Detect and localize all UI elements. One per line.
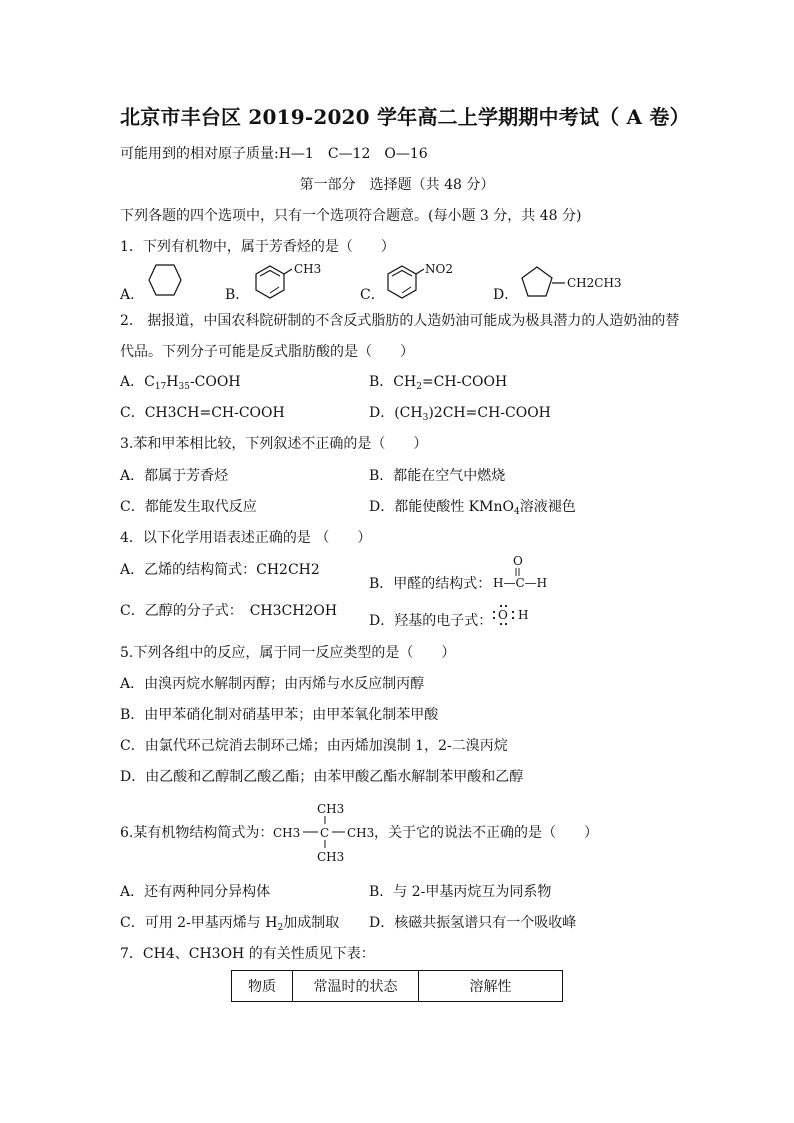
formaldehyde-structure bbox=[493, 554, 548, 592]
ethylcyclopentane-structure bbox=[521, 266, 621, 302]
q5-stem: 5.下列各组中的反应，属于同一反应类型的是（ ） bbox=[120, 645, 456, 661]
hydroxyl-oxygen: O bbox=[498, 608, 508, 622]
q2-line1: 2． 据报道，中国农科院研制的不含反式脂肪的人造奶油可能成为极具潜力的人造奶油的替 bbox=[120, 313, 680, 329]
q6-stem-prefix: 6.某有机物结构简式为： bbox=[120, 825, 274, 841]
neopentane-ch3-right: CH3 bbox=[347, 826, 375, 840]
q2-option-c: C．CH3CH=CH-COOH bbox=[120, 405, 285, 421]
neopentane-structure bbox=[273, 797, 383, 867]
atomic-masses: 可能用到的相对原子质量:H—1 C—12 O—16 bbox=[120, 146, 428, 162]
q4-stem: 4．以下化学用语表述正确的是 （ ） bbox=[120, 530, 372, 546]
part1-heading: 第一部分 选择题（共 48 分） bbox=[299, 177, 495, 193]
q5-option-a: A．由溴丙烷水解制丙醇；由丙烯与水反应制丙醇 bbox=[120, 676, 425, 692]
q1-option-a: A． bbox=[120, 287, 145, 303]
header-state: 常温时的状态 bbox=[293, 971, 419, 1002]
q6-option-c: C．可用 2-甲基丙烯与 $H_2$加成制取 bbox=[120, 915, 340, 933]
q6-option-a: A．还有两种同分异构体 bbox=[120, 884, 271, 900]
neopentane-center-carbon: C bbox=[320, 826, 330, 840]
ethyl-group: CH2CH3 bbox=[567, 276, 622, 290]
q4-option-d: D．羟基的电子式： bbox=[369, 613, 493, 629]
q4-option-a: A．乙烯的结构简式：CH2CH2 bbox=[120, 562, 320, 578]
formaldehyde-oxygen: O bbox=[513, 554, 523, 568]
toluene-structure bbox=[254, 264, 324, 304]
q1-option-c: C． bbox=[360, 287, 385, 303]
hydroxyl-electron-formula bbox=[491, 602, 536, 628]
header-substance: 物质 bbox=[232, 971, 293, 1002]
q3-stem: 3.苯和甲苯相比较，下列叙述不正确的是（ ） bbox=[120, 436, 428, 452]
q2-option-b: B．$CH_2=CH$-COOH bbox=[369, 374, 508, 392]
cyclohexane-structure bbox=[148, 264, 182, 300]
q2-line2: 代品。下列分子可能是反式脂肪酸的是（ ） bbox=[120, 344, 414, 360]
hydroxyl-hydrogen: H bbox=[518, 608, 529, 622]
q3-option-a: A．都属于芳香烃 bbox=[120, 468, 229, 484]
q2-option-a: A．$C_{17}H_{35}$-COOH bbox=[120, 374, 241, 392]
header-solubility: 溶解性 bbox=[419, 971, 563, 1002]
q1-stem: 1．下列有机物中，属于芳香烃的是（ ） bbox=[120, 239, 395, 255]
q4-option-c: C．乙醇的分子式： CH3CH2OH bbox=[120, 603, 338, 619]
q5-option-c: C．由氯代环己烷消去制环己烯；由丙烯加溴制 1，2-二溴丙烷 bbox=[120, 738, 508, 754]
nitro-group: NO2 bbox=[425, 262, 453, 276]
page-title: 北京市丰台区 2019-2020 学年高二上学期期中考试（ A 卷） bbox=[120, 105, 690, 129]
q6-option-b: B．与 2-甲基丙烷互为同系物 bbox=[369, 884, 552, 900]
q4-option-b: B．甲醛的结构式： bbox=[369, 576, 492, 592]
q3-option-b: B．都能在空气中燃烧 bbox=[369, 468, 506, 484]
q6-option-d: D．核磁共振氢谱只有一个吸收峰 bbox=[369, 915, 577, 931]
q1-option-b: B． bbox=[225, 287, 250, 303]
properties-table bbox=[231, 970, 563, 1002]
q2-option-d: D．$(CH_3)2CH=CH$-COOH bbox=[369, 405, 551, 423]
nitrobenzene-structure bbox=[386, 264, 456, 304]
q7-stem: 7．CH4、CH3OH 的有关性质见下表： bbox=[120, 946, 375, 962]
neopentane-ch3-bottom: CH3 bbox=[317, 850, 345, 864]
q3-option-d: D．都能使酸性 KMnO$_4$溶液褪色 bbox=[369, 499, 576, 517]
q5-option-b: B．由甲苯硝化制对硝基甲苯；由甲苯氧化制苯甲酸 bbox=[120, 707, 439, 723]
q6-stem-suffix: ，关于它的说法不正确的是（ ） bbox=[374, 825, 598, 841]
q1-option-d: D． bbox=[493, 287, 519, 303]
q5-option-d: D．由乙酸和乙醇制乙酸乙酯；由苯甲酸乙酯水解制苯甲酸和乙醇 bbox=[120, 769, 524, 785]
table-header-row bbox=[232, 971, 563, 1002]
instructions: 下列各题的四个选项中，只有一个选项符合题意。(每小题 3 分，共 48 分) bbox=[120, 208, 582, 224]
q3-option-c: C．都能发生取代反应 bbox=[120, 499, 257, 515]
neopentane-ch3-left: CH3 bbox=[273, 826, 301, 840]
neopentane-ch3-top: CH3 bbox=[317, 802, 345, 816]
formaldehyde-row: H—C—H bbox=[493, 576, 548, 590]
toluene-group: CH3 bbox=[294, 262, 322, 276]
